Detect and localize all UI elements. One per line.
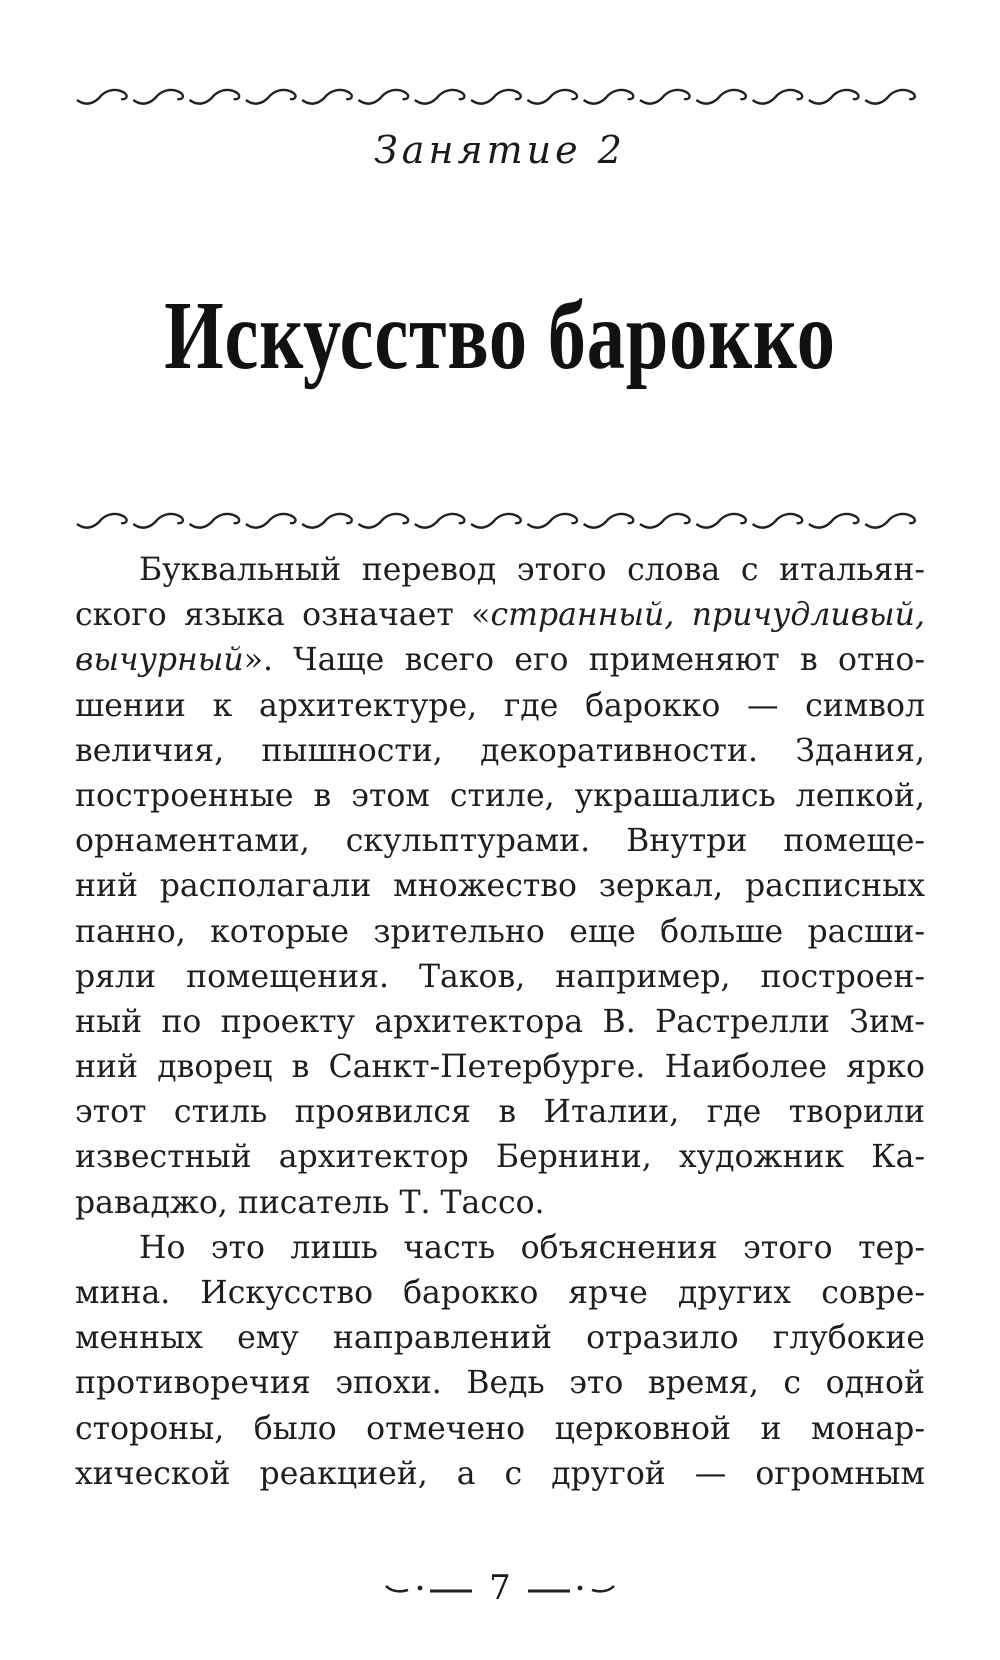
- body-text: [75, 548, 925, 1497]
- footer-flourish-right-icon: [526, 1578, 616, 1598]
- page-footer: [0, 1568, 1000, 1618]
- ornament-scroll-icon: [359, 90, 409, 104]
- text-line: известный архитектор Бернини, художник Ка-: [75, 1139, 925, 1176]
- ornament-scroll-icon: [133, 514, 183, 528]
- ornament-scroll-icon: [415, 90, 465, 104]
- ornament-scroll-icon: [471, 90, 521, 104]
- text-line: противоречия эпохи. Ведь это время, с одной: [75, 1365, 925, 1402]
- ornament-scroll-icon: [527, 514, 577, 528]
- text-line: панно, которые зрительно еще больше расши-: [75, 913, 925, 950]
- italic-phrase: вычурный: [75, 642, 244, 679]
- ornament-scroll-icon: [415, 514, 465, 528]
- text-line: ряли помещения. Таков, например, построен-: [75, 958, 925, 995]
- text-line: хической реакцией, а с другой — огромным: [75, 1455, 925, 1492]
- ornament-scroll-icon: [640, 514, 690, 528]
- ornament-scroll-icon: [865, 514, 915, 528]
- chapter-title: Искусство барокко: [164, 282, 836, 390]
- text-line: построенные в этом стиле, украшались лепкой,: [75, 777, 925, 814]
- ornament-scroll-icon: [471, 514, 521, 528]
- text-line: ный по проекту архитектора В. Растрелли Зим-: [75, 1003, 925, 1040]
- ornament-scroll-icon: [753, 514, 803, 528]
- ornament-scroll-icon: [190, 514, 240, 528]
- ornament-scroll-icon: [246, 90, 296, 104]
- ornament-scroll-icon: [246, 514, 296, 528]
- text-line: раваджо, писатель Т. Тассо.: [75, 1184, 545, 1221]
- footer-flourish-left-icon: [384, 1578, 474, 1598]
- text-line: вычурный». Чаще всего его применяют в отно-: [75, 642, 925, 679]
- text-line: ского языка означает «странный, причудливый,: [75, 597, 925, 634]
- ornament-scroll-icon: [584, 514, 634, 528]
- italic-phrase: странный, причудливый,: [490, 597, 925, 634]
- text-line: Буквальный перевод этого слова с итальян-: [139, 552, 925, 588]
- ornament-scroll-icon: [696, 514, 746, 528]
- ornament-scroll-icon: [696, 90, 746, 104]
- ornament-scroll-icon: [640, 90, 690, 104]
- text-line: мина. Искусство барокко ярче других совре-: [75, 1275, 925, 1311]
- ornament-scroll-icon: [809, 90, 859, 104]
- text-line: стороны, было отмечено церковной и монар-: [75, 1410, 925, 1447]
- lesson-heading: Занятие 2: [374, 128, 626, 172]
- page-number: 7: [489, 1568, 511, 1608]
- ornament-scroll-icon: [809, 514, 859, 528]
- ornament-scroll-icon: [753, 90, 803, 104]
- ornament-scroll-icon: [77, 90, 127, 104]
- ornamental-divider-middle: [75, 508, 920, 532]
- text-line: менных ему направлений отразило глубокие: [75, 1320, 925, 1357]
- ornament-scroll-icon: [865, 90, 915, 104]
- text-line: шении к архитектуре, где барокко — символ: [75, 687, 925, 724]
- text-line: этот стиль проявился в Италии, где творили: [75, 1094, 925, 1131]
- ornament-scroll-icon: [527, 90, 577, 104]
- ornament-scroll-icon: [359, 514, 409, 528]
- ornament-scroll-icon: [190, 90, 240, 104]
- text-line: Но это лишь часть объяснения этого тер-: [139, 1229, 925, 1266]
- text-line: ний дворец в Санкт-Петербурге. Наиболее ярко: [75, 1049, 925, 1086]
- ornament-scroll-icon: [584, 90, 634, 104]
- text-line: ний располагали множество зеркал, расписных: [75, 868, 925, 905]
- ornament-scroll-icon: [302, 90, 352, 104]
- ornament-scroll-icon: [302, 514, 352, 528]
- ornament-scroll-icon: [77, 514, 127, 528]
- text-line: орнаментами, скульптурами. Внутри помеще-: [75, 823, 925, 860]
- text-line: величия, пышности, декоративности. Здания,: [75, 732, 925, 769]
- ornament-scroll-icon: [133, 90, 183, 104]
- ornamental-divider-top: [75, 84, 920, 108]
